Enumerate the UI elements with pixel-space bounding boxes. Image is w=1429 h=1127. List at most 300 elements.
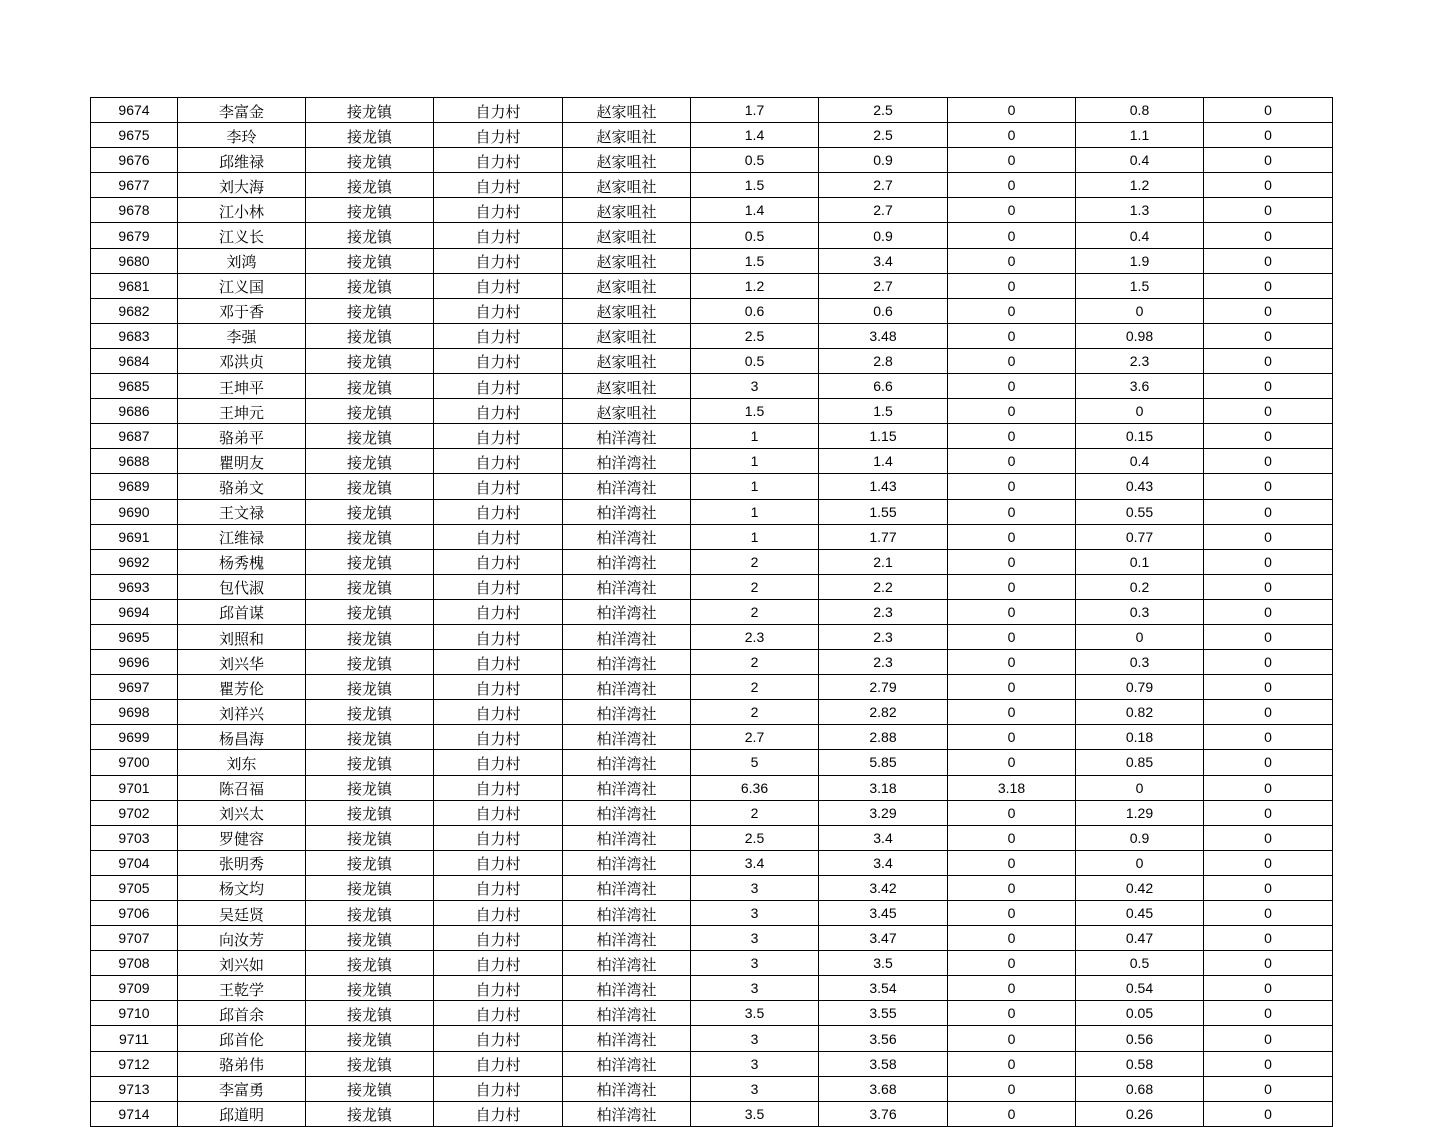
village-cell: 自力村	[434, 750, 563, 775]
value-a-cell: 1.5	[691, 173, 819, 198]
name-cell: 罗健容	[178, 825, 306, 850]
table-row	[91, 926, 1333, 951]
value-c-cell: 0	[948, 549, 1076, 574]
group-cell: 柏洋湾社	[563, 951, 691, 976]
value-c-cell: 0	[948, 524, 1076, 549]
group-cell: 柏洋湾社	[563, 499, 691, 524]
value-d-cell: 0.4	[1076, 449, 1204, 474]
village-cell: 自力村	[434, 298, 563, 323]
name-cell: 邱首谋	[178, 599, 306, 624]
value-a-cell: 1	[691, 424, 819, 449]
value-a-cell: 2.7	[691, 725, 819, 750]
name-cell: 刘祥兴	[178, 700, 306, 725]
value-d-cell: 1.2	[1076, 173, 1204, 198]
town-cell: 接龙镇	[306, 750, 434, 775]
table-row	[91, 951, 1333, 976]
value-b-cell: 3.76	[819, 1101, 948, 1126]
village-cell: 自力村	[434, 574, 563, 599]
group-cell: 赵家咀社	[563, 198, 691, 223]
value-a-cell: 3	[691, 875, 819, 900]
value-e-cell: 0	[1204, 775, 1333, 800]
value-a-cell: 0.5	[691, 148, 819, 173]
table-row	[91, 474, 1333, 499]
group-cell: 赵家咀社	[563, 348, 691, 373]
value-b-cell: 2.5	[819, 123, 948, 148]
value-e-cell: 0	[1204, 148, 1333, 173]
value-a-cell: 3	[691, 1051, 819, 1076]
table-row	[91, 98, 1333, 123]
value-c-cell: 0	[948, 700, 1076, 725]
value-a-cell: 2.3	[691, 624, 819, 649]
value-a-cell: 2.5	[691, 825, 819, 850]
village-cell: 自力村	[434, 1101, 563, 1126]
record-id-cell: 9713	[91, 1076, 178, 1101]
name-cell: 陈召福	[178, 775, 306, 800]
record-id-cell: 9698	[91, 700, 178, 725]
value-b-cell: 0.9	[819, 148, 948, 173]
village-cell: 自力村	[434, 449, 563, 474]
value-c-cell: 0	[948, 273, 1076, 298]
group-cell: 柏洋湾社	[563, 1051, 691, 1076]
value-c-cell: 0	[948, 850, 1076, 875]
record-id-cell: 9709	[91, 976, 178, 1001]
village-cell: 自力村	[434, 599, 563, 624]
group-cell: 柏洋湾社	[563, 926, 691, 951]
table-row	[91, 775, 1333, 800]
village-cell: 自力村	[434, 374, 563, 399]
value-c-cell: 0	[948, 574, 1076, 599]
value-d-cell: 0.58	[1076, 1051, 1204, 1076]
value-e-cell: 0	[1204, 599, 1333, 624]
value-b-cell: 2.82	[819, 700, 948, 725]
value-d-cell: 0.26	[1076, 1101, 1204, 1126]
value-e-cell: 0	[1204, 348, 1333, 373]
record-id-cell: 9700	[91, 750, 178, 775]
town-cell: 接龙镇	[306, 1051, 434, 1076]
value-d-cell: 0.68	[1076, 1076, 1204, 1101]
village-cell: 自力村	[434, 725, 563, 750]
group-cell: 柏洋湾社	[563, 1101, 691, 1126]
name-cell: 刘鸿	[178, 248, 306, 273]
name-cell: 邱道明	[178, 1101, 306, 1126]
table-body	[91, 98, 1333, 1127]
name-cell: 李强	[178, 323, 306, 348]
village-cell: 自力村	[434, 524, 563, 549]
value-c-cell: 0	[948, 173, 1076, 198]
village-cell: 自力村	[434, 98, 563, 123]
value-a-cell: 1.2	[691, 273, 819, 298]
village-cell: 自力村	[434, 123, 563, 148]
record-id-cell: 9714	[91, 1101, 178, 1126]
record-id-cell: 9688	[91, 449, 178, 474]
value-e-cell: 0	[1204, 1026, 1333, 1051]
record-id-cell: 9694	[91, 599, 178, 624]
name-cell: 刘大海	[178, 173, 306, 198]
village-cell: 自力村	[434, 926, 563, 951]
name-cell: 邱维禄	[178, 148, 306, 173]
value-a-cell: 3	[691, 951, 819, 976]
value-b-cell: 3.42	[819, 875, 948, 900]
table-row	[91, 875, 1333, 900]
village-cell: 自力村	[434, 173, 563, 198]
village-cell: 自力村	[434, 549, 563, 574]
value-e-cell: 0	[1204, 1101, 1333, 1126]
value-b-cell: 3.55	[819, 1001, 948, 1026]
record-id-cell: 9692	[91, 549, 178, 574]
group-cell: 柏洋湾社	[563, 725, 691, 750]
value-d-cell: 0.77	[1076, 524, 1204, 549]
value-a-cell: 3.5	[691, 1101, 819, 1126]
value-b-cell: 3.4	[819, 850, 948, 875]
town-cell: 接龙镇	[306, 825, 434, 850]
village-cell: 自力村	[434, 198, 563, 223]
value-b-cell: 2.79	[819, 675, 948, 700]
value-d-cell: 0.8	[1076, 98, 1204, 123]
value-b-cell: 2.7	[819, 173, 948, 198]
table-row	[91, 725, 1333, 750]
value-a-cell: 1.4	[691, 198, 819, 223]
village-cell: 自力村	[434, 1026, 563, 1051]
village-cell: 自力村	[434, 323, 563, 348]
value-b-cell: 6.6	[819, 374, 948, 399]
record-id-cell: 9678	[91, 198, 178, 223]
value-b-cell: 3.18	[819, 775, 948, 800]
value-b-cell: 3.45	[819, 901, 948, 926]
value-e-cell: 0	[1204, 298, 1333, 323]
value-b-cell: 1.15	[819, 424, 948, 449]
group-cell: 柏洋湾社	[563, 700, 691, 725]
value-e-cell: 0	[1204, 875, 1333, 900]
record-id-cell: 9686	[91, 399, 178, 424]
value-a-cell: 1.5	[691, 248, 819, 273]
group-cell: 柏洋湾社	[563, 424, 691, 449]
value-e-cell: 0	[1204, 850, 1333, 875]
record-id-cell: 9680	[91, 248, 178, 273]
value-b-cell: 3.68	[819, 1076, 948, 1101]
table-row	[91, 1076, 1333, 1101]
name-cell: 吴廷贤	[178, 901, 306, 926]
group-cell: 赵家咀社	[563, 123, 691, 148]
record-id-cell: 9702	[91, 800, 178, 825]
value-b-cell: 0.6	[819, 298, 948, 323]
town-cell: 接龙镇	[306, 725, 434, 750]
town-cell: 接龙镇	[306, 399, 434, 424]
value-d-cell: 0.45	[1076, 901, 1204, 926]
name-cell: 刘东	[178, 750, 306, 775]
name-cell: 江维禄	[178, 524, 306, 549]
group-cell: 赵家咀社	[563, 374, 691, 399]
group-cell: 柏洋湾社	[563, 599, 691, 624]
value-c-cell: 0	[948, 1101, 1076, 1126]
value-b-cell: 3.4	[819, 248, 948, 273]
table-row	[91, 976, 1333, 1001]
group-cell: 柏洋湾社	[563, 750, 691, 775]
table-row	[91, 449, 1333, 474]
value-c-cell: 0	[948, 424, 1076, 449]
name-cell: 李富勇	[178, 1076, 306, 1101]
value-e-cell: 0	[1204, 424, 1333, 449]
value-c-cell: 0	[948, 1026, 1076, 1051]
name-cell: 瞿明友	[178, 449, 306, 474]
name-cell: 瞿芳伦	[178, 675, 306, 700]
village-cell: 自力村	[434, 650, 563, 675]
name-cell: 刘兴如	[178, 951, 306, 976]
name-cell: 刘兴华	[178, 650, 306, 675]
town-cell: 接龙镇	[306, 273, 434, 298]
value-d-cell: 0.4	[1076, 223, 1204, 248]
group-cell: 赵家咀社	[563, 148, 691, 173]
value-e-cell: 0	[1204, 700, 1333, 725]
value-c-cell: 0	[948, 1076, 1076, 1101]
data-table	[90, 97, 1333, 1127]
value-d-cell: 0	[1076, 624, 1204, 649]
value-e-cell: 0	[1204, 976, 1333, 1001]
village-cell: 自力村	[434, 825, 563, 850]
record-id-cell: 9681	[91, 273, 178, 298]
value-d-cell: 0.3	[1076, 650, 1204, 675]
value-b-cell: 3.29	[819, 800, 948, 825]
group-cell: 柏洋湾社	[563, 875, 691, 900]
table-row	[91, 348, 1333, 373]
record-id-cell: 9683	[91, 323, 178, 348]
table-row	[91, 223, 1333, 248]
value-e-cell: 0	[1204, 675, 1333, 700]
town-cell: 接龙镇	[306, 1026, 434, 1051]
value-d-cell: 0.4	[1076, 148, 1204, 173]
value-d-cell: 2.3	[1076, 348, 1204, 373]
value-d-cell: 0.56	[1076, 1026, 1204, 1051]
table-row	[91, 173, 1333, 198]
table-row	[91, 499, 1333, 524]
value-a-cell: 3	[691, 901, 819, 926]
table-row	[91, 1101, 1333, 1126]
value-c-cell: 0	[948, 223, 1076, 248]
record-id-cell: 9691	[91, 524, 178, 549]
value-b-cell: 5.85	[819, 750, 948, 775]
value-c-cell: 0	[948, 298, 1076, 323]
value-d-cell: 0	[1076, 775, 1204, 800]
name-cell: 李玲	[178, 123, 306, 148]
record-id-cell: 9699	[91, 725, 178, 750]
value-b-cell: 3.54	[819, 976, 948, 1001]
value-e-cell: 0	[1204, 725, 1333, 750]
name-cell: 张明秀	[178, 850, 306, 875]
village-cell: 自力村	[434, 875, 563, 900]
value-a-cell: 2	[691, 675, 819, 700]
record-id-cell: 9701	[91, 775, 178, 800]
value-d-cell: 1.3	[1076, 198, 1204, 223]
value-a-cell: 6.36	[691, 775, 819, 800]
record-id-cell: 9696	[91, 650, 178, 675]
table-row	[91, 800, 1333, 825]
value-e-cell: 0	[1204, 123, 1333, 148]
value-b-cell: 2.5	[819, 98, 948, 123]
table-row	[91, 148, 1333, 173]
value-a-cell: 1.7	[691, 98, 819, 123]
value-d-cell: 0.55	[1076, 499, 1204, 524]
record-id-cell: 9711	[91, 1026, 178, 1051]
village-cell: 自力村	[434, 800, 563, 825]
village-cell: 自力村	[434, 424, 563, 449]
table-row	[91, 273, 1333, 298]
record-id-cell: 9685	[91, 374, 178, 399]
value-a-cell: 2	[691, 800, 819, 825]
value-e-cell: 0	[1204, 951, 1333, 976]
value-c-cell: 0	[948, 1001, 1076, 1026]
value-b-cell: 1.77	[819, 524, 948, 549]
value-e-cell: 0	[1204, 549, 1333, 574]
value-e-cell: 0	[1204, 248, 1333, 273]
name-cell: 江义长	[178, 223, 306, 248]
value-d-cell: 0	[1076, 850, 1204, 875]
town-cell: 接龙镇	[306, 549, 434, 574]
village-cell: 自力村	[434, 499, 563, 524]
town-cell: 接龙镇	[306, 123, 434, 148]
value-a-cell: 1	[691, 474, 819, 499]
value-e-cell: 0	[1204, 1051, 1333, 1076]
value-c-cell: 0	[948, 976, 1076, 1001]
record-id-cell: 9707	[91, 926, 178, 951]
group-cell: 柏洋湾社	[563, 650, 691, 675]
table-row	[91, 700, 1333, 725]
name-cell: 骆弟平	[178, 424, 306, 449]
value-b-cell: 2.2	[819, 574, 948, 599]
group-cell: 柏洋湾社	[563, 1001, 691, 1026]
value-a-cell: 1.4	[691, 123, 819, 148]
village-cell: 自力村	[434, 976, 563, 1001]
value-a-cell: 2.5	[691, 323, 819, 348]
record-id-cell: 9676	[91, 148, 178, 173]
town-cell: 接龙镇	[306, 901, 434, 926]
table-row	[91, 424, 1333, 449]
village-cell: 自力村	[434, 1076, 563, 1101]
village-cell: 自力村	[434, 951, 563, 976]
town-cell: 接龙镇	[306, 599, 434, 624]
value-d-cell: 0.43	[1076, 474, 1204, 499]
group-cell: 赵家咀社	[563, 323, 691, 348]
value-b-cell: 3.4	[819, 825, 948, 850]
value-c-cell: 0	[948, 98, 1076, 123]
town-cell: 接龙镇	[306, 148, 434, 173]
value-d-cell: 0.15	[1076, 424, 1204, 449]
value-b-cell: 3.56	[819, 1026, 948, 1051]
town-cell: 接龙镇	[306, 348, 434, 373]
value-e-cell: 0	[1204, 624, 1333, 649]
value-d-cell: 0.5	[1076, 951, 1204, 976]
value-c-cell: 0	[948, 750, 1076, 775]
town-cell: 接龙镇	[306, 248, 434, 273]
group-cell: 赵家咀社	[563, 273, 691, 298]
value-c-cell: 0	[948, 951, 1076, 976]
value-b-cell: 1.5	[819, 399, 948, 424]
value-c-cell: 3.18	[948, 775, 1076, 800]
village-cell: 自力村	[434, 399, 563, 424]
village-cell: 自力村	[434, 700, 563, 725]
value-c-cell: 0	[948, 1051, 1076, 1076]
value-d-cell: 0.9	[1076, 825, 1204, 850]
value-c-cell: 0	[948, 901, 1076, 926]
table-row	[91, 850, 1333, 875]
record-id-cell: 9679	[91, 223, 178, 248]
value-c-cell: 0	[948, 725, 1076, 750]
table-row	[91, 399, 1333, 424]
value-e-cell: 0	[1204, 399, 1333, 424]
name-cell: 向汝芳	[178, 926, 306, 951]
table-row	[91, 549, 1333, 574]
value-e-cell: 0	[1204, 650, 1333, 675]
table-row	[91, 198, 1333, 223]
value-b-cell: 2.88	[819, 725, 948, 750]
value-b-cell: 2.3	[819, 599, 948, 624]
value-a-cell: 0.6	[691, 298, 819, 323]
record-id-cell: 9690	[91, 499, 178, 524]
value-a-cell: 1	[691, 524, 819, 549]
value-b-cell: 2.3	[819, 650, 948, 675]
record-id-cell: 9674	[91, 98, 178, 123]
name-cell: 江小林	[178, 198, 306, 223]
town-cell: 接龙镇	[306, 198, 434, 223]
name-cell: 骆弟伟	[178, 1051, 306, 1076]
group-cell: 赵家咀社	[563, 298, 691, 323]
group-cell: 柏洋湾社	[563, 449, 691, 474]
village-cell: 自力村	[434, 474, 563, 499]
village-cell: 自力村	[434, 850, 563, 875]
table-row	[91, 599, 1333, 624]
name-cell: 王坤平	[178, 374, 306, 399]
value-a-cell: 3	[691, 1026, 819, 1051]
value-e-cell: 0	[1204, 273, 1333, 298]
value-d-cell: 1.29	[1076, 800, 1204, 825]
town-cell: 接龙镇	[306, 474, 434, 499]
town-cell: 接龙镇	[306, 98, 434, 123]
record-id-cell: 9705	[91, 875, 178, 900]
group-cell: 柏洋湾社	[563, 901, 691, 926]
value-e-cell: 0	[1204, 800, 1333, 825]
record-id-cell: 9712	[91, 1051, 178, 1076]
value-c-cell: 0	[948, 399, 1076, 424]
value-c-cell: 0	[948, 926, 1076, 951]
value-e-cell: 0	[1204, 198, 1333, 223]
value-e-cell: 0	[1204, 323, 1333, 348]
value-b-cell: 1.4	[819, 449, 948, 474]
value-b-cell: 2.3	[819, 624, 948, 649]
village-cell: 自力村	[434, 348, 563, 373]
name-cell: 杨文均	[178, 875, 306, 900]
group-cell: 柏洋湾社	[563, 1076, 691, 1101]
table-row	[91, 1051, 1333, 1076]
value-c-cell: 0	[948, 148, 1076, 173]
value-a-cell: 3.5	[691, 1001, 819, 1026]
group-cell: 柏洋湾社	[563, 474, 691, 499]
value-d-cell: 1.1	[1076, 123, 1204, 148]
value-d-cell: 0.98	[1076, 323, 1204, 348]
value-c-cell: 0	[948, 123, 1076, 148]
town-cell: 接龙镇	[306, 173, 434, 198]
value-d-cell: 0.85	[1076, 750, 1204, 775]
name-cell: 王文禄	[178, 499, 306, 524]
value-d-cell: 0.47	[1076, 926, 1204, 951]
table-row	[91, 1026, 1333, 1051]
table-row	[91, 298, 1333, 323]
value-c-cell: 0	[948, 248, 1076, 273]
village-cell: 自力村	[434, 675, 563, 700]
value-d-cell: 0.1	[1076, 549, 1204, 574]
record-id-cell: 9710	[91, 1001, 178, 1026]
record-id-cell: 9695	[91, 624, 178, 649]
group-cell: 赵家咀社	[563, 98, 691, 123]
value-b-cell: 1.43	[819, 474, 948, 499]
record-id-cell: 9684	[91, 348, 178, 373]
